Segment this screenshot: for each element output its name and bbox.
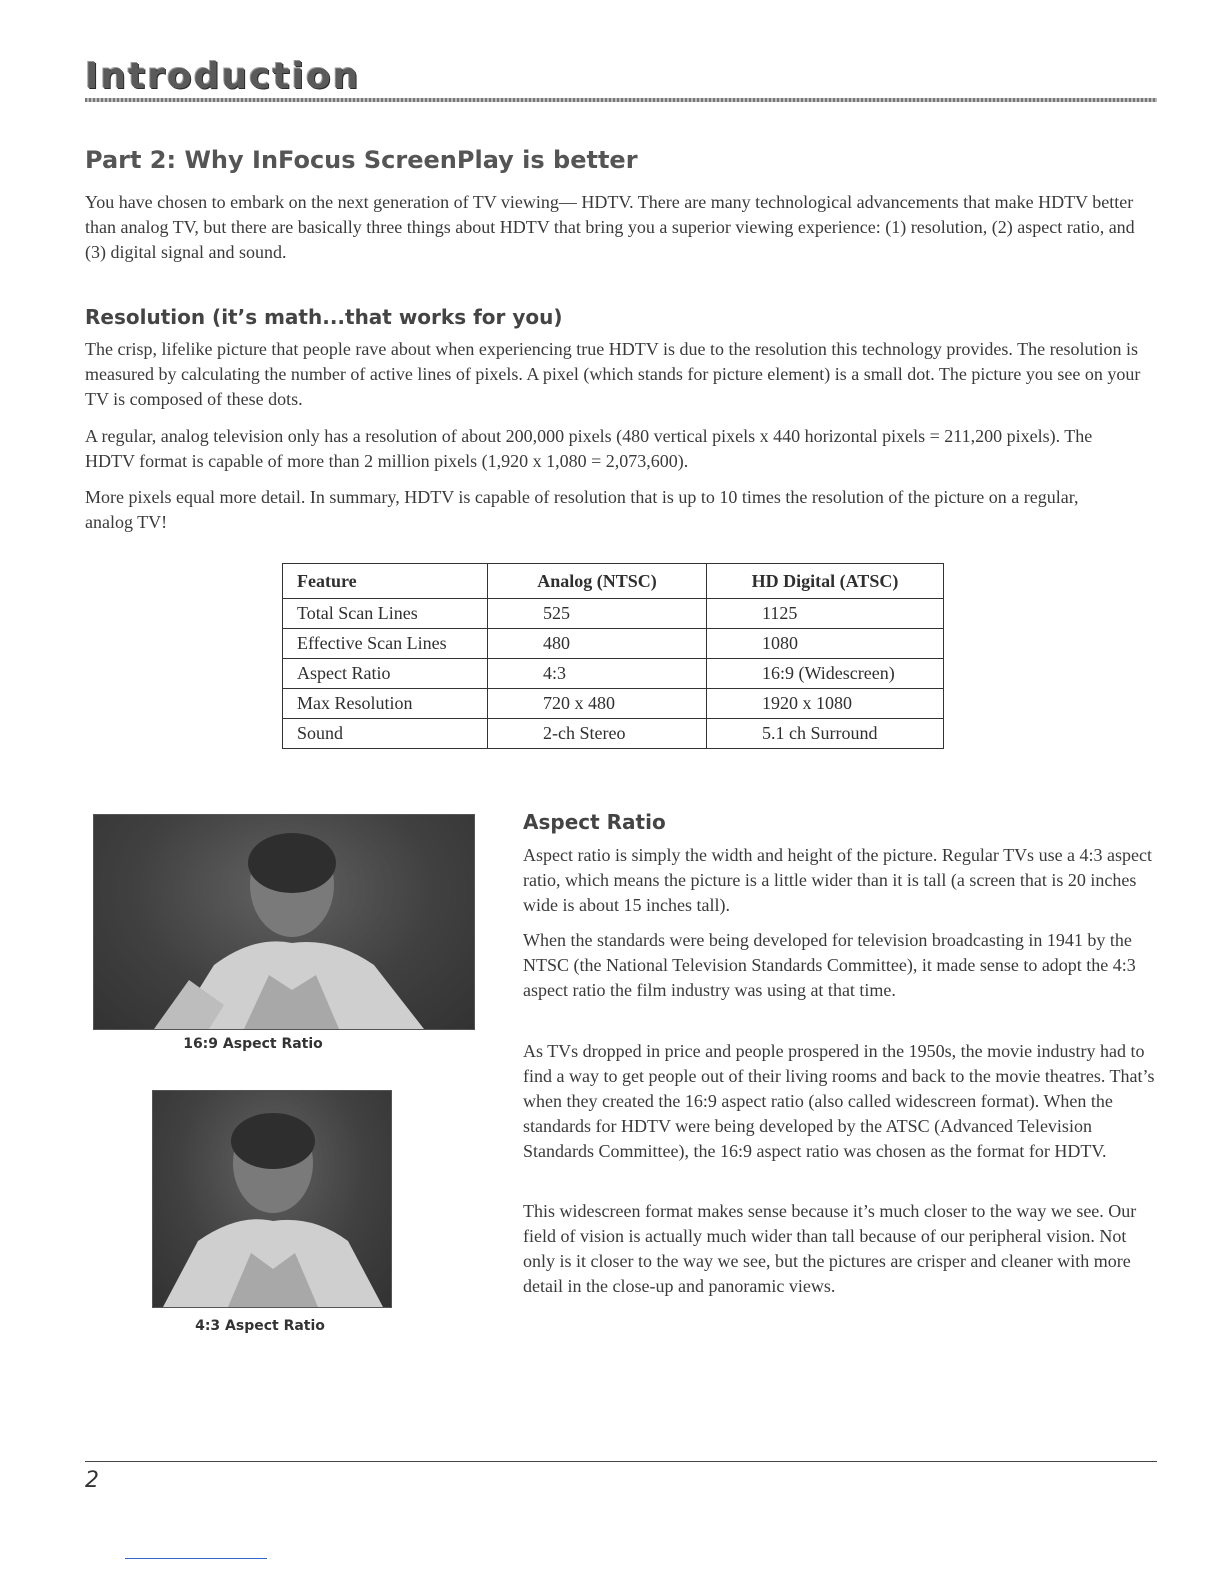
aspect-ratio-heading: Aspect Ratio xyxy=(523,810,666,834)
aspect-paragraph-4: This widescreen format makes sense because it’s much closer to the way we see. Our field of vision is actually much wider than tall because of our peripheral vision. Not only is it closer to the way we see, but the pictures are crisper and cleaner with more detail in the close-up and panoramic views. xyxy=(523,1201,1137,1296)
table-cell: Sound xyxy=(283,719,488,749)
table-cell: Effective Scan Lines xyxy=(283,629,488,659)
part-heading: Part 2: Why InFocus ScreenPlay is better xyxy=(85,146,638,174)
page-number: 2 xyxy=(85,1468,99,1493)
person-silhouette-icon xyxy=(153,1091,391,1307)
table-header-cell: Feature xyxy=(283,564,488,599)
aspect-paragraph-3: As TVs dropped in price and people prospered in the 1950s, the movie industry had to find a way to get people out of their living rooms and back to the movie theatres. That’s when they created the 16:9 aspect ratio (also called widescreen format). When the standards for HDTV were being developed by the ATSC (Advanced Television Standards Committee), the 16:9 aspect ratio was chosen as the format for HDTV. xyxy=(523,1041,1155,1161)
header-divider xyxy=(85,98,1157,102)
table-row xyxy=(283,689,944,719)
table-cell: Max Resolution xyxy=(283,689,488,719)
table-cell: 5.1 ch Surround xyxy=(707,719,944,749)
table-cell: 480 xyxy=(488,629,707,659)
resolution-paragraph-3: More pixels equal more detail. In summary, HDTV is capable of resolution that is up to 10 times the resolution of the picture on a regular, analog TV! xyxy=(85,487,1079,532)
comparison-table xyxy=(282,563,944,749)
table-cell: 720 x 480 xyxy=(488,689,707,719)
widescreen-photo xyxy=(93,814,475,1030)
aspect-paragraph-2: When the standards were being developed for television broadcasting in 1941 by the NTSC (the National Television Standards Committee), it made sense to adopt the 4:3 aspect ratio the film industry was using at that time. xyxy=(523,930,1136,1000)
table-cell: 16:9 (Widescreen) xyxy=(707,659,944,689)
resolution-paragraph-1: The crisp, lifelike picture that people rave about when experiencing true HDTV is due to the resolution this technology provides. The resolution is measured by calculating the number of active lines of pixels. A pixel (which stands for picture element) is a small dot. The picture you see on your TV is composed of these dots. xyxy=(85,339,1141,409)
section-title: Introduction xyxy=(85,56,361,97)
table-cell: 1920 x 1080 xyxy=(707,689,944,719)
table-cell: 1125 xyxy=(707,599,944,629)
table-cell: 1080 xyxy=(707,629,944,659)
table-row xyxy=(283,599,944,629)
intro-paragraph: You have chosen to embark on the next generation of TV viewing— HDTV. There are many technological advancements that make HDTV better than analog TV, but there are basically three things about HDTV that bring you a superior viewing experience: (1) resolution, (2) aspect ratio, and (3) digital signal and sound. xyxy=(85,192,1135,262)
table-cell: 2-ch Stereo xyxy=(488,719,707,749)
table-cell: 4:3 xyxy=(488,659,707,689)
table-row xyxy=(283,629,944,659)
table-cell: 525 xyxy=(488,599,707,629)
standard-caption: 4:3 Aspect Ratio xyxy=(195,1318,325,1334)
person-silhouette-icon xyxy=(94,815,474,1029)
table-header-row xyxy=(283,564,944,599)
footer-divider xyxy=(85,1461,1157,1462)
bottom-marker xyxy=(125,1558,267,1559)
aspect-paragraph-1: Aspect ratio is simply the width and height of the picture. Regular TVs use a 4:3 aspect ratio, which means the picture is a little wider than it is tall (a screen that is 20 inches wide is about 15 inches tall). xyxy=(523,845,1153,915)
widescreen-caption: 16:9 Aspect Ratio xyxy=(183,1036,323,1052)
table-cell: Total Scan Lines xyxy=(283,599,488,629)
table-row xyxy=(283,659,944,689)
table-header-cell: HD Digital (ATSC) xyxy=(707,564,944,599)
resolution-heading: Resolution (it’s math...that works for you) xyxy=(85,305,563,329)
table-row xyxy=(283,719,944,749)
standard-photo xyxy=(152,1090,392,1308)
resolution-paragraph-2: A regular, analog television only has a resolution of about 200,000 pixels (480 vertical pixels x 440 horizontal pixels = 211,200 pixels). The HDTV format is capable of more than 2 million pixels (1,920 x 1,080 = 2,073,600). xyxy=(85,426,1093,471)
table-header-cell: Analog (NTSC) xyxy=(488,564,707,599)
table-cell: Aspect Ratio xyxy=(283,659,488,689)
